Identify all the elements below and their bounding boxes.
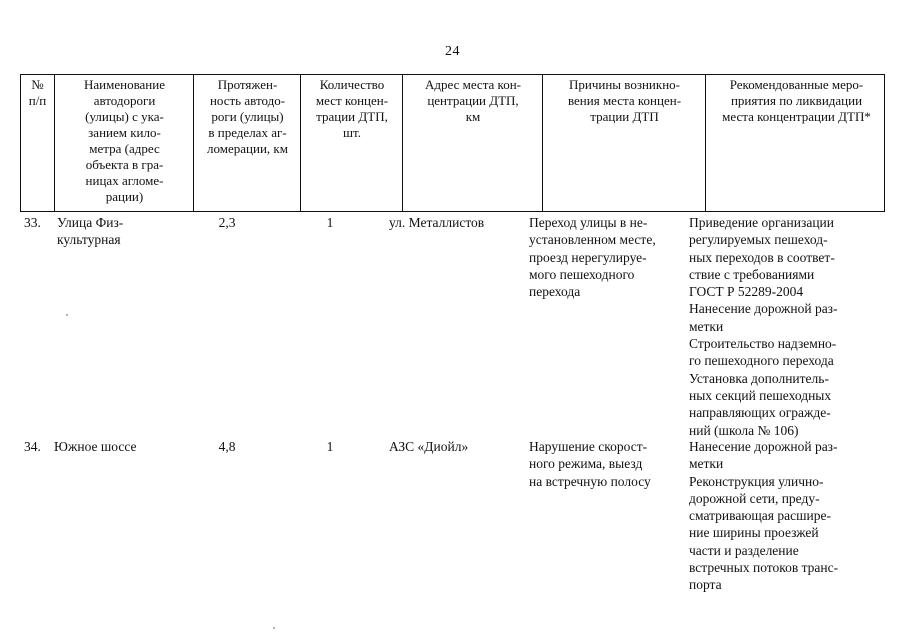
header-col-length: [193, 75, 301, 211]
header-col-measures: [705, 75, 887, 211]
header-col-address: [402, 75, 543, 211]
header-road-text: Наименование автодороги (улицы) с ука- занием кило- метра (адрес объекта в гра- ницах агломе- рации): [84, 77, 165, 204]
header-length-text: Протяжен- ность автодо- роги (улицы) в пределах аг- ломерации, км: [207, 77, 288, 156]
header-col-num: [21, 75, 54, 211]
row-measures: Нанесение дорожной раз- метки Реконструкция улично- дорожной сети, преду- сматривающая расшире- ние ширины проезжей части и разделение встречных потоков транс- порта: [689, 439, 839, 593]
row-length: 2,3: [218, 215, 236, 230]
header-col-road: [54, 75, 194, 211]
row-cause: Нарушение скорост- ного режима, выезд на встречную полосу: [529, 439, 651, 489]
header-address-text: Адрес места кон- центрации ДТП, км: [424, 77, 521, 124]
row-road: Улица Физ- культурная: [57, 215, 124, 248]
row-cause: Переход улицы в не- установленном месте, проезд нерегулируе- мого пешеходного перехода: [529, 215, 656, 300]
header-count-text: Количество мест концен- трации ДТП, шт.: [315, 77, 389, 140]
row-address: ул. Металлистов: [389, 215, 485, 230]
header-num-text: № п/п: [28, 77, 47, 108]
page-number: 24: [445, 44, 460, 59]
row-num: 34.: [24, 439, 41, 454]
scan-speck: [273, 627, 275, 629]
row-address: АЗС «Диойл»: [389, 439, 469, 454]
header-measures-text: Рекомендованные меро- приятия по ликвидации места концентрации ДТП*: [722, 77, 871, 124]
table-header: [20, 74, 885, 212]
header-col-count: [300, 75, 403, 211]
row-length: 4,8: [218, 439, 236, 454]
row-num: 33.: [24, 215, 41, 230]
row-count: 1: [326, 215, 334, 230]
scan-speck: [66, 314, 68, 316]
row-measures: Приведение организации регулируемых пешеход- ных переходов в соответ- ствие с требованиями ГОСТ Р 52289-2004 Нанесение дорожной раз- метки Строительство надземно- го пешеходного перехода Установка дополнитель- ных секций пешеходных направляющих огражде- ний (школа № 106): [689, 215, 838, 438]
header-col-cause: [542, 75, 706, 211]
row-count: 1: [326, 439, 334, 454]
header-cause-text: Причины возникно- вения места концен- трации ДТП: [567, 77, 682, 124]
row-road: Южное шоссе: [54, 439, 137, 454]
